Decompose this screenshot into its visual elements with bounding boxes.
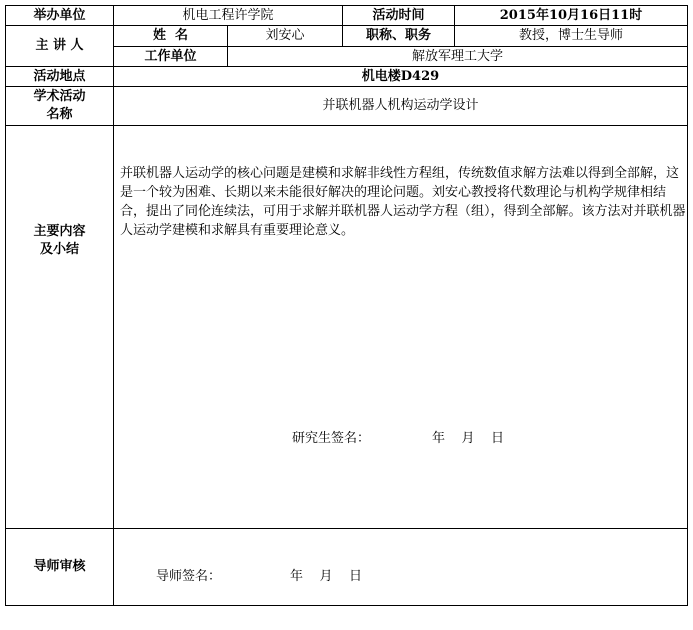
organizer-value: 机电工程许学院 <box>182 7 274 23</box>
speaker-name-label: 姓 名 <box>152 28 189 43</box>
speaker-title-label: 职称、职务 <box>365 28 431 43</box>
advisor-signature-label: 导师签名： <box>156 569 222 584</box>
speaker-label: 主 讲 人 <box>35 38 84 53</box>
organizer-label: 举办单位 <box>33 7 86 23</box>
student-signature-date: 年 月 日 <box>432 431 505 446</box>
speaker-employer-label: 工作单位 <box>144 48 197 64</box>
student-signature-label: 研究生签名： <box>292 431 371 446</box>
location-label: 活动地点 <box>33 68 86 84</box>
activity-time-value: 2015年10月16日11时 <box>499 7 643 23</box>
advisor-review-label: 导师审核 <box>33 559 86 574</box>
speaker-employer-value: 解放军理工大学 <box>411 48 503 64</box>
advisor-signature-date: 年 月 日 <box>290 569 363 584</box>
speaker-name-value: 刘安心 <box>265 28 305 43</box>
activity-time-label: 活动时间 <box>372 7 425 23</box>
summary-text: 并联机器人运动学的核心问题是建模和求解非线性方程组，传统数值求解方法难以得到全部解，这是一个较为困难、长期以来未能很好解决的理论问题。刘安心教授将代数理论与机构学规律相结合，提出了同伦连续法，可用于求解并联机器人运动学方程（组），得到全部解。该方法对并联机器人运动学建模和求解具有重要理论意义。 <box>120 166 686 238</box>
summary-label-line2: 及小结 <box>39 242 79 257</box>
summary-label-line1: 主要内容 <box>33 224 86 239</box>
summary-label <box>6 126 113 356</box>
location-value: 机电楼D429 <box>361 68 440 84</box>
seminar-record-form <box>5 5 688 606</box>
activity-name-label-line2: 名称 <box>46 107 73 122</box>
activity-name-label-line1: 学术活动 <box>33 89 86 104</box>
activity-name-label <box>6 87 113 125</box>
speaker-title-value: 教授，博士生导师 <box>518 28 623 43</box>
activity-name-value: 并联机器人机构运动学设计 <box>322 98 479 113</box>
